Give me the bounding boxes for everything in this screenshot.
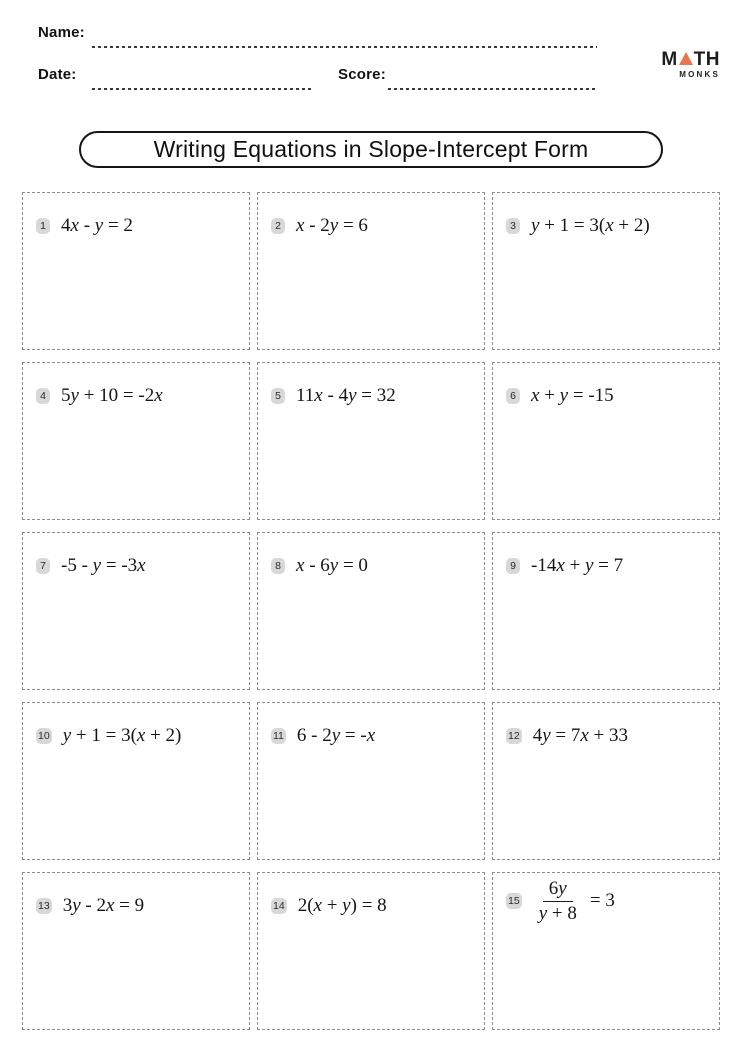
name-field-line [92, 46, 597, 48]
problem-row [36, 555, 249, 578]
problem-number-badge: 3 [506, 218, 520, 234]
logo-word-left: M [661, 49, 678, 70]
problem-number-badge: 1 [36, 218, 50, 234]
problem-box [257, 532, 485, 690]
worksheet-title-box [79, 131, 663, 168]
problem-row [271, 215, 484, 238]
problem-row [506, 555, 719, 578]
logo-wordmark [644, 49, 720, 71]
problem-number-badge: 6 [506, 388, 520, 404]
problem-number-badge: 2 [271, 218, 285, 234]
problem-row [36, 215, 249, 238]
problem-equation: y + 1 = 3(x + 2) [62, 725, 182, 746]
problem-row [271, 555, 484, 578]
problem-row [506, 215, 719, 238]
problem-number-badge: 15 [508, 895, 520, 908]
problem-equation: x - 2y = 6 [296, 215, 368, 236]
problem-row [271, 895, 484, 918]
fraction [533, 879, 583, 924]
logo-triangle-icon [679, 52, 693, 65]
problem-box [492, 532, 720, 690]
problem-row [271, 385, 484, 408]
problem-row [506, 879, 719, 924]
problem-box [257, 702, 485, 860]
problem-box [492, 702, 720, 860]
problem-box [22, 702, 250, 860]
problem-equation: 5y + 10 = -2x [61, 385, 163, 406]
problem-box [257, 192, 485, 350]
problem-box [257, 362, 485, 520]
problem-equation: 4x - y = 2 [61, 215, 133, 236]
problem-box [22, 362, 250, 520]
problem-equation: 4y = 7x + 33 [532, 725, 628, 746]
problem-equation: -5 - y = -3x [61, 555, 146, 576]
problem-row [36, 895, 249, 918]
fraction-rhs: = 3 [589, 890, 615, 912]
problem-row [36, 725, 249, 748]
problem-number-badge: 4 [36, 388, 50, 404]
name-label: Name: [38, 24, 85, 41]
problem-box [492, 872, 720, 1030]
worksheet-title: Writing Equations in Slope-Intercept Form [153, 136, 589, 162]
problem-equation: 2(x + y) = 8 [297, 895, 387, 916]
problem-row [36, 385, 249, 408]
date-field-line [92, 88, 312, 90]
math-monks-logo [644, 49, 720, 79]
problem-box [22, 532, 250, 690]
problem-row [271, 725, 484, 748]
logo-word-right: TH [693, 49, 720, 70]
problem-number-badge: 9 [506, 558, 520, 574]
problem-equation [533, 879, 615, 924]
fraction-numerator: 6y [543, 879, 573, 902]
problem-number-badge: 7 [36, 558, 50, 574]
problem-row [506, 385, 719, 408]
problem-equation: y + 1 = 3(x + 2) [531, 215, 650, 236]
score-label: Score: [338, 66, 386, 83]
problem-number-badge: 5 [271, 388, 285, 404]
fraction-denominator: y + 8 [538, 902, 577, 924]
problem-equation: 6 - 2y = -x [296, 725, 376, 746]
logo-subtitle: MONKS [679, 70, 720, 79]
problem-number-badge: 14 [273, 900, 285, 913]
problem-number-badge: 12 [508, 730, 520, 743]
problem-box [257, 872, 485, 1030]
problem-box [22, 872, 250, 1030]
problem-equation: 3y - 2x = 9 [62, 895, 145, 916]
problem-equation: -14x + y = 7 [531, 555, 624, 576]
problem-row [506, 725, 719, 748]
problem-equation: 11x - 4y = 32 [296, 385, 396, 406]
problem-box [22, 192, 250, 350]
problem-number-badge: 13 [38, 900, 50, 913]
score-field-line [388, 88, 597, 90]
problem-box [492, 192, 720, 350]
problems-grid [22, 192, 720, 1030]
problem-number-badge: 11 [273, 730, 284, 743]
problem-equation: x + y = -15 [531, 385, 614, 406]
problem-box [492, 362, 720, 520]
problem-number-badge: 10 [38, 730, 50, 743]
problem-equation: x - 6y = 0 [296, 555, 368, 576]
problem-number-badge: 8 [271, 558, 285, 574]
date-label: Date: [38, 66, 77, 83]
